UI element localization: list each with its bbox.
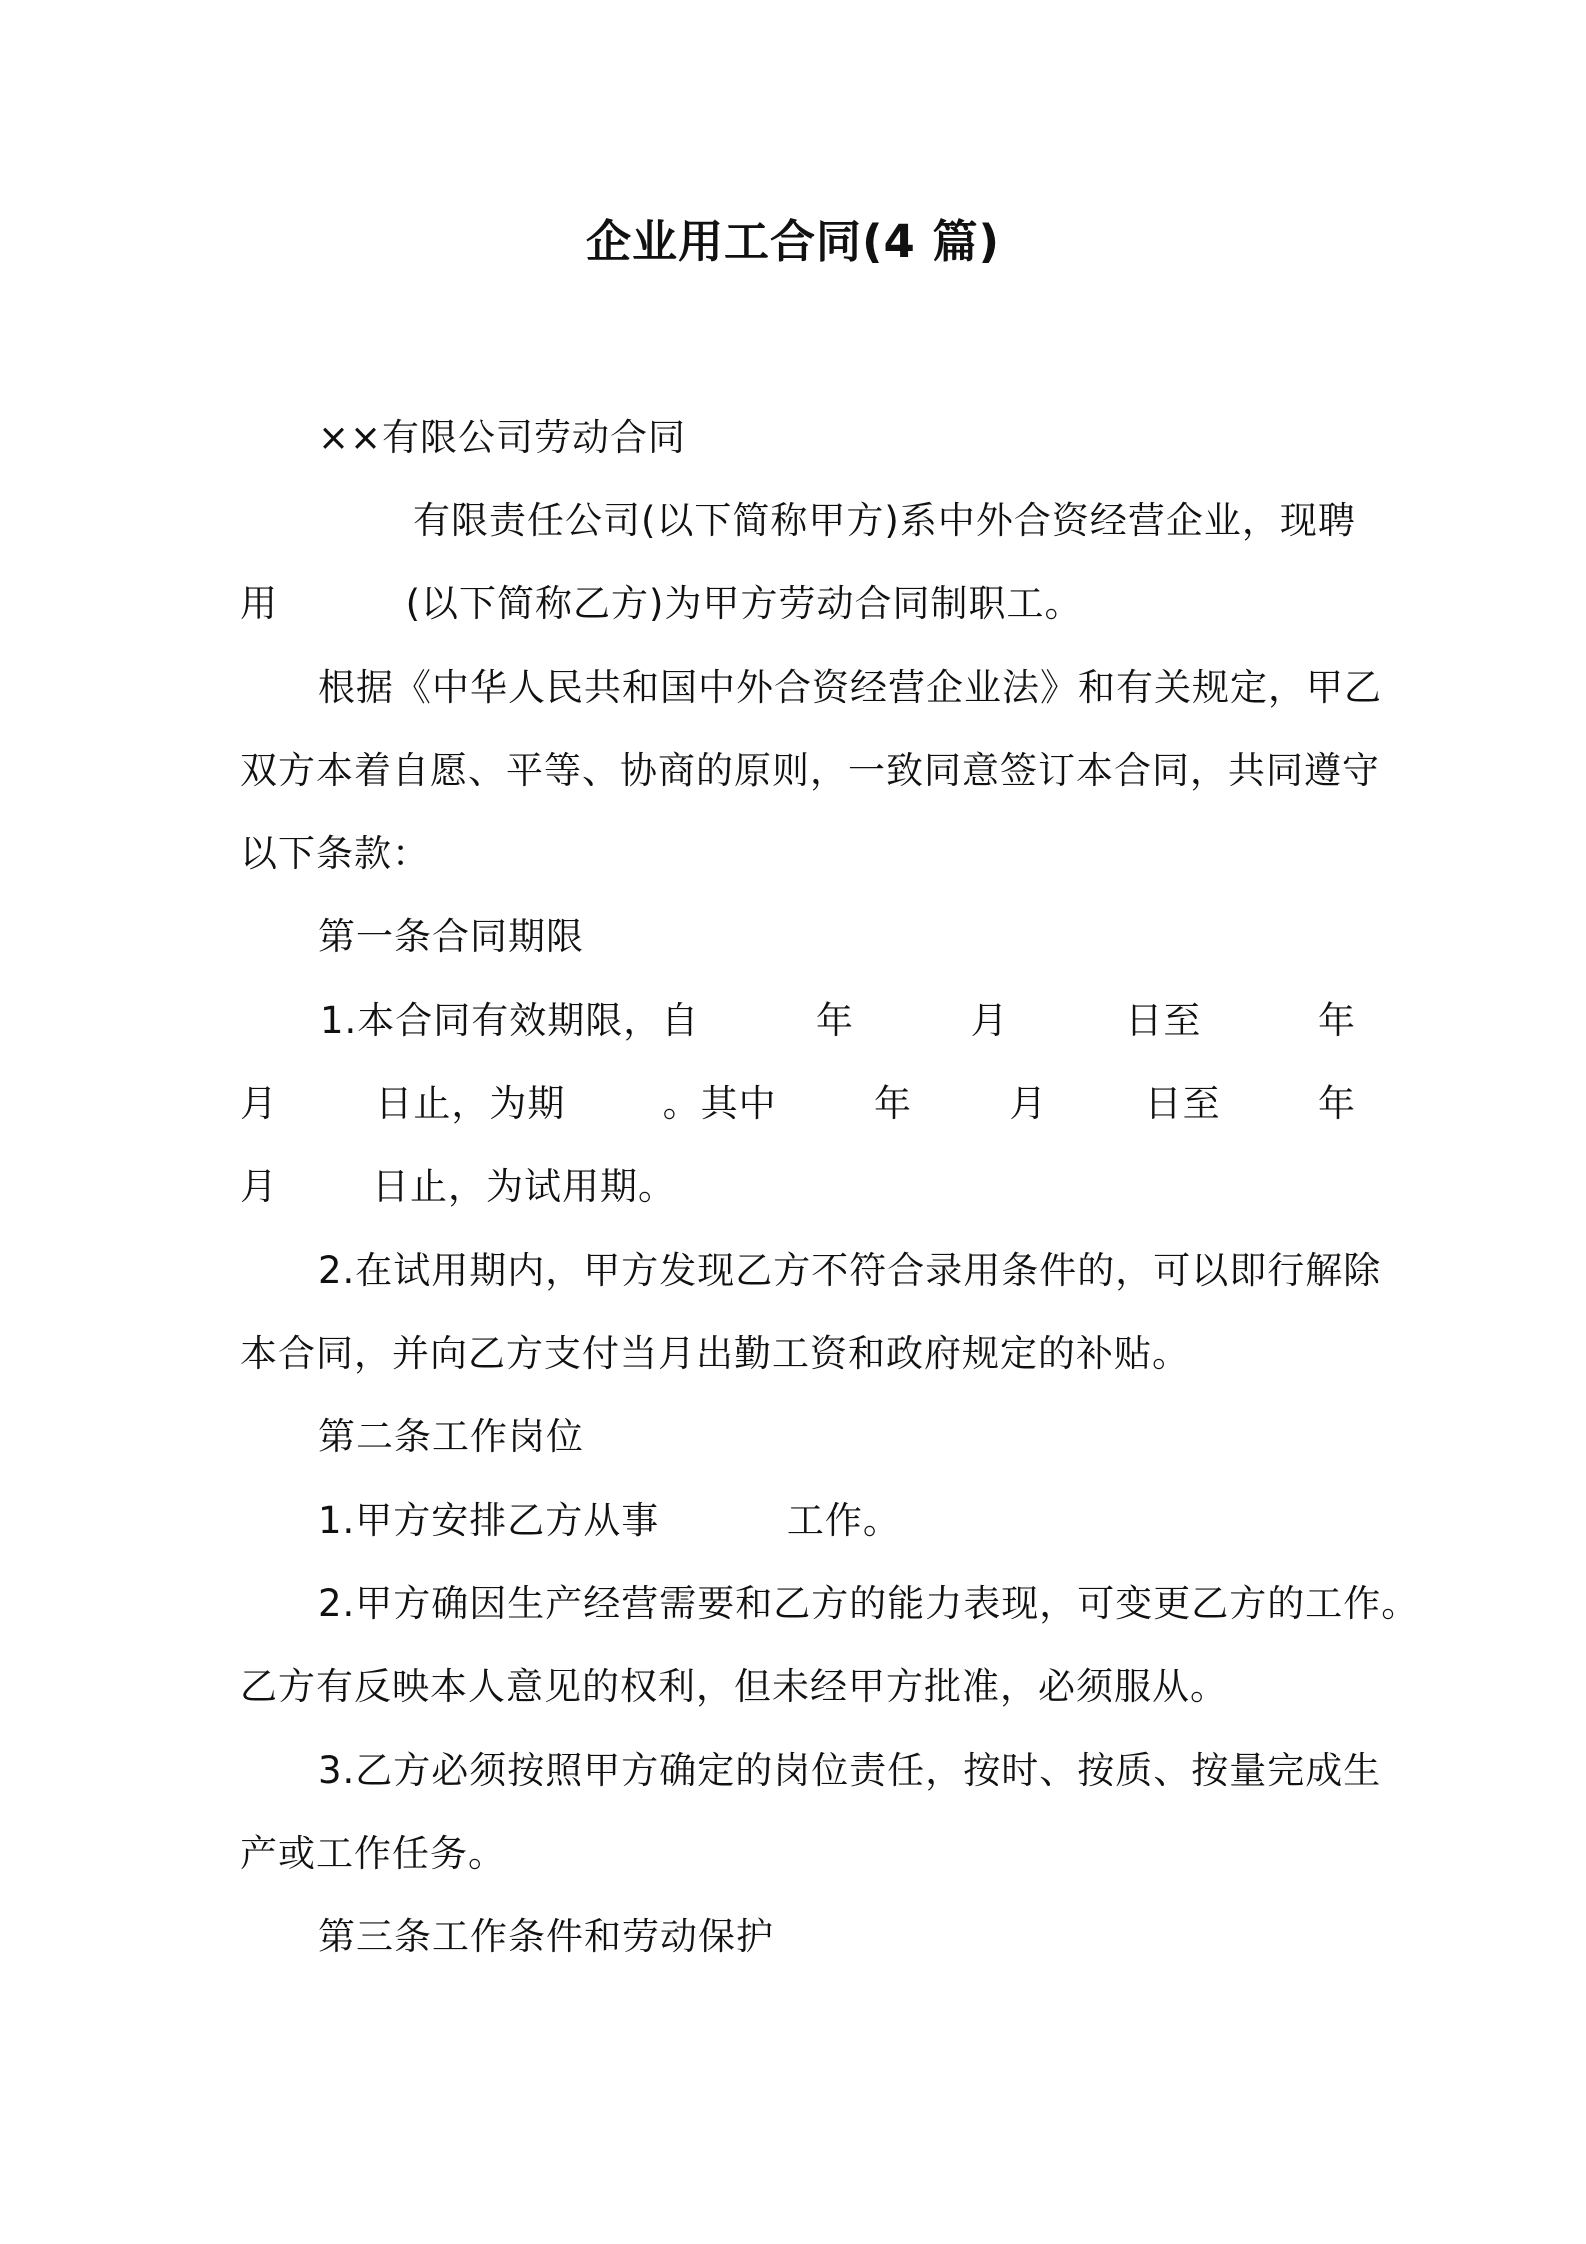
term-text: 月: [1009, 1082, 1048, 1125]
paragraph-line: 根据《中华人民共和国中外合资经营企业法》和有关规定，甲乙: [318, 666, 1382, 709]
term-text: 。其中: [662, 1082, 777, 1125]
contract-heading: ××有限公司劳动合同: [318, 416, 687, 459]
paragraph-line: 产或工作任务。: [240, 1832, 506, 1875]
term-line: [320, 996, 1356, 1046]
term-text: 月: [240, 1082, 278, 1125]
term-line: [240, 1162, 676, 1212]
term-text: 年: [1317, 1082, 1356, 1125]
paragraph-line: 3.乙方必须按照甲方确定的岗位责任，按时、按质、按量完成生: [318, 1749, 1382, 1792]
term-line: [240, 1079, 1356, 1129]
article-heading: 第一条合同期限: [318, 915, 584, 958]
paragraph-line: 2.在试用期内，甲方发现乙方不符合录用条件的，可以即行解除: [318, 1249, 1382, 1292]
term-text: 年: [1318, 999, 1356, 1042]
term-text: 月: [240, 1165, 278, 1208]
term-text: 日至: [1144, 1082, 1221, 1125]
paragraph-line: 用 (以下简称乙方)为甲方劳动合同制职工。: [240, 582, 1083, 625]
paragraph-line: 1.甲方安排乙方从事 工作。: [318, 1499, 901, 1542]
paragraph-line: 以下条款：: [240, 832, 430, 875]
term-text: 年: [815, 999, 854, 1042]
term-text: 月: [970, 999, 1009, 1042]
paragraph-line: 本合同，并向乙方支付当月出勤工资和政府规定的补贴。: [240, 1332, 1190, 1375]
document-title: 企业用工合同(4 篇): [585, 215, 1001, 268]
paragraph-line: 乙方有反映本人意见的权利，但未经甲方批准，必须服从。: [240, 1665, 1228, 1708]
article-heading: 第三条工作条件和劳动保护: [318, 1915, 774, 1958]
term-text: 年: [873, 1082, 912, 1125]
paragraph-line: 2.甲方确因生产经营需要和乙方的能力表现，可变更乙方的工作。: [318, 1582, 1420, 1625]
term-text: 日止，为试用期。: [372, 1165, 676, 1208]
term-text: 1.本合同有效期限，自: [320, 999, 700, 1042]
term-text: 日至: [1125, 999, 1202, 1042]
article-heading: 第二条工作岗位: [318, 1415, 584, 1458]
term-text: 日止，为期: [375, 1082, 566, 1125]
paragraph-line: 双方本着自愿、平等、协商的原则，一致同意签订本合同，共同遵守: [240, 749, 1380, 792]
paragraph-line: 有限责任公司(以下简称甲方)系中外合资经营企业，现聘: [413, 499, 1356, 542]
